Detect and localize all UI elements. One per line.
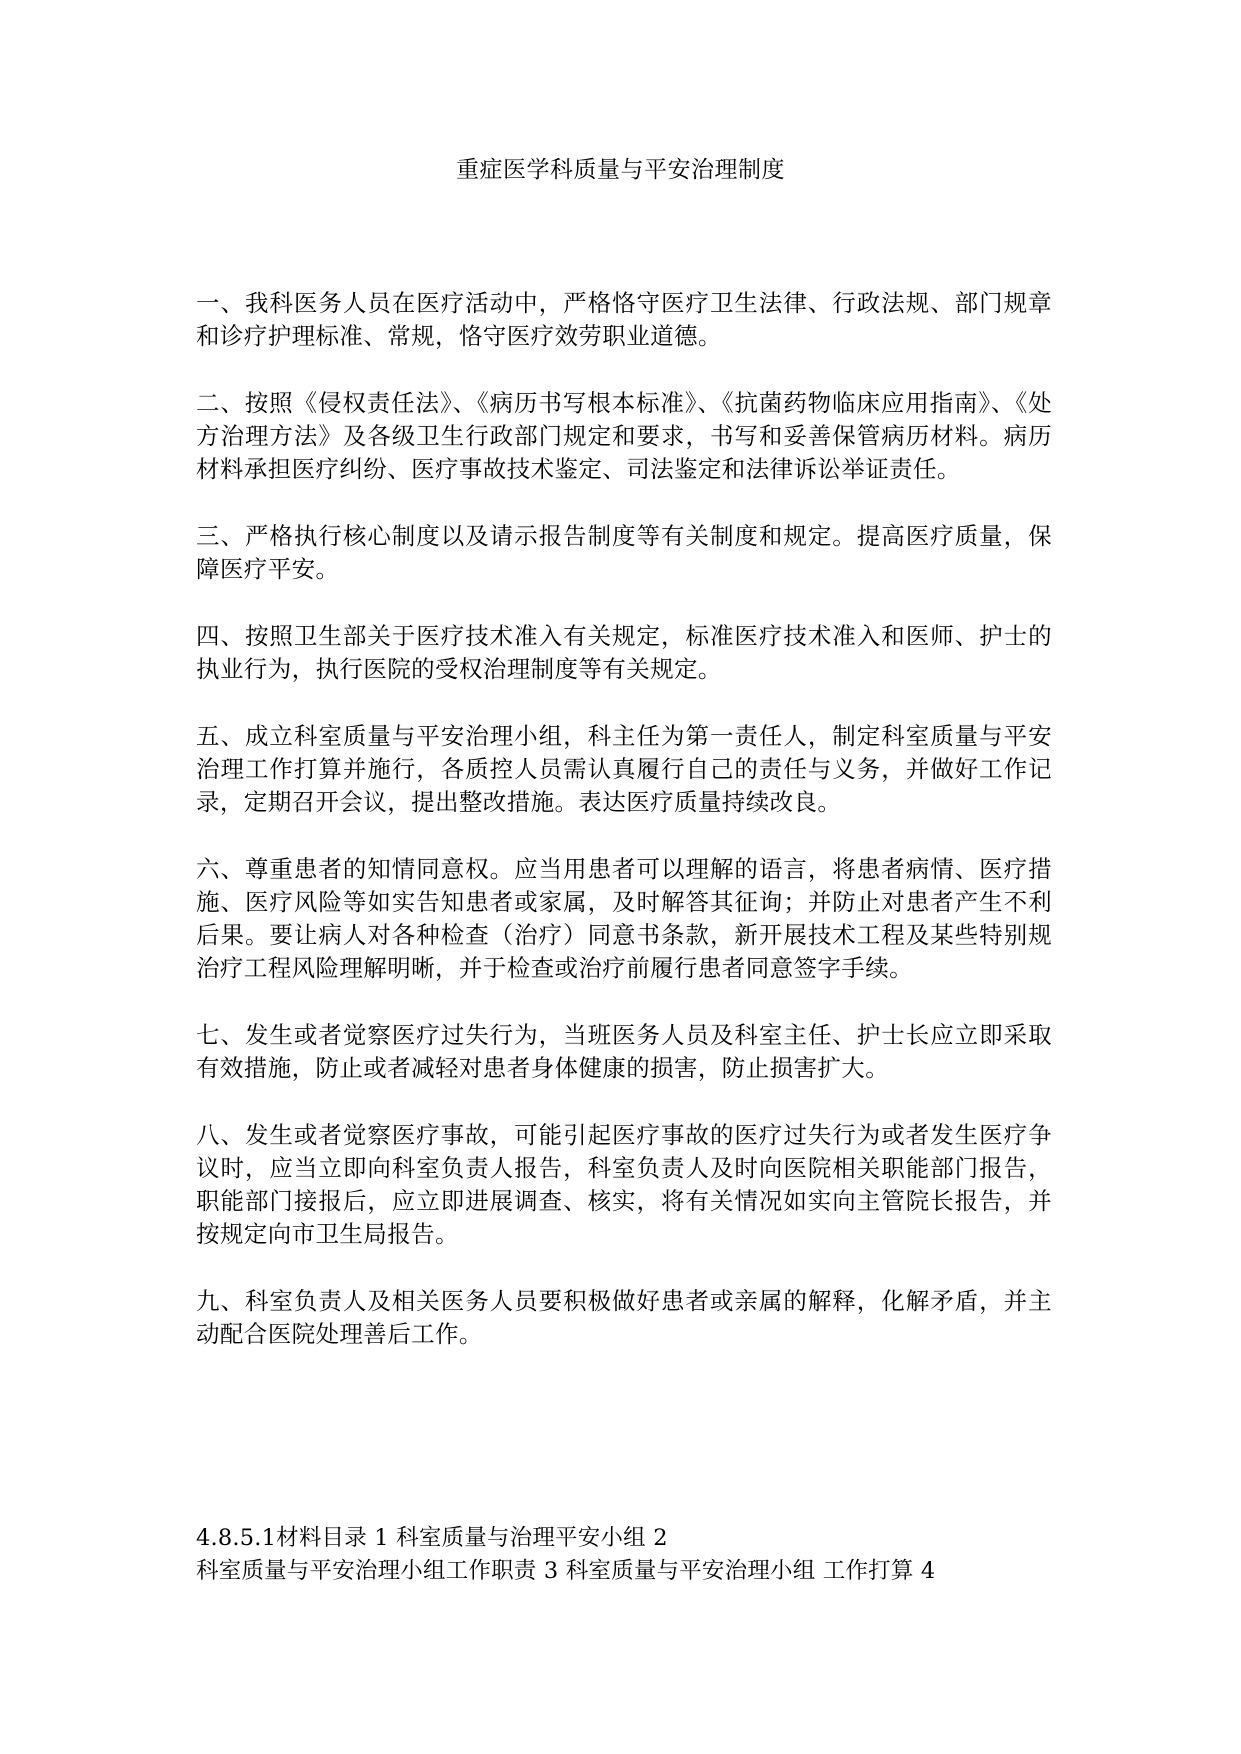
paragraph-9: 九、科室负责人及相关医务人员要积极做好患者或亲属的解释，化解矛盾，并主动配合医院处理善后工作。 (196, 1287, 1052, 1348)
materials-index-line-1: 4.8.5.1材料目录 1 科室质量与治理平安小组 2 (196, 1525, 668, 1551)
paragraph-3: 三、严格执行核心制度以及请示报告制度等有关制度和规定。提高医疗质量，保障医疗平安。 (196, 522, 1052, 583)
document-body (196, 287, 1052, 1385)
paragraph-2: 二、按照《侵权责任法》、《病历书写根本标准》、《抗菌药物临床应用指南》、《处方治理方法》及各级卫生行政部门规定和要求，书写和妥善保管病历材料。病历材料承担医疗纠纷、医疗事故技术鉴定、司法鉴定和法律诉讼举证责任。 (196, 389, 1052, 483)
document-title: 重症医学科质量与平安治理制度 (456, 157, 785, 183)
paragraph-6: 六、尊重患者的知情同意权。应当用患者可以理解的语言，将患者病情、医疗措施、医疗风险等如实告知患者或家属，及时解答其征询；并防止对患者产生不利后果。要让病人对各种检查（治疗）同意书条款，新开展技术工程及某些特别规治疗工程风险理解明晰，并于检查或治疗前履行患者同意签字手续。 (196, 855, 1052, 982)
materials-index (196, 1522, 1096, 1588)
paragraph-1: 一、我科医务人员在医疗活动中，严格恪守医疗卫生法律、行政法规、部门规章和诊疗护理标准、常规，恪守医疗效劳职业道德。 (196, 289, 1052, 350)
paragraph-4: 四、按照卫生部关于医疗技术准入有关规定，标准医疗技术准入和医师、护士的执业行为，执行医院的受权治理制度等有关规定。 (196, 622, 1052, 683)
paragraph-8: 八、发生或者觉察医疗事故，可能引起医疗事故的医疗过失行为或者发生医疗争议时，应当立即向科室负责人报告，科室负责人及时向医院相关职能部门报告，职能部门接报后，应立即进展调查、核实，将有关情况如实向主管院长报告，并按规定向市卫生局报告。 (196, 1121, 1052, 1248)
materials-index-line-2: 科室质量与平安治理小组工作职责 3 科室质量与平安治理小组 工作打算 4 (196, 1558, 936, 1584)
paragraph-7: 七、发生或者觉察医疗过失行为，当班医务人员及科室主任、护士长应立即采取有效措施，防止或者减轻对患者身体健康的损害，防止损害扩大。 (196, 1021, 1052, 1082)
paragraph-5: 五、成立科室质量与平安治理小组，科主任为第一责任人，制定科室质量与平安治理工作打算并施行，各质控人员需认真履行自己的责任与义务，并做好工作记录，定期召开会议，提出整改措施。表达医疗质量持续改良。 (196, 722, 1052, 816)
